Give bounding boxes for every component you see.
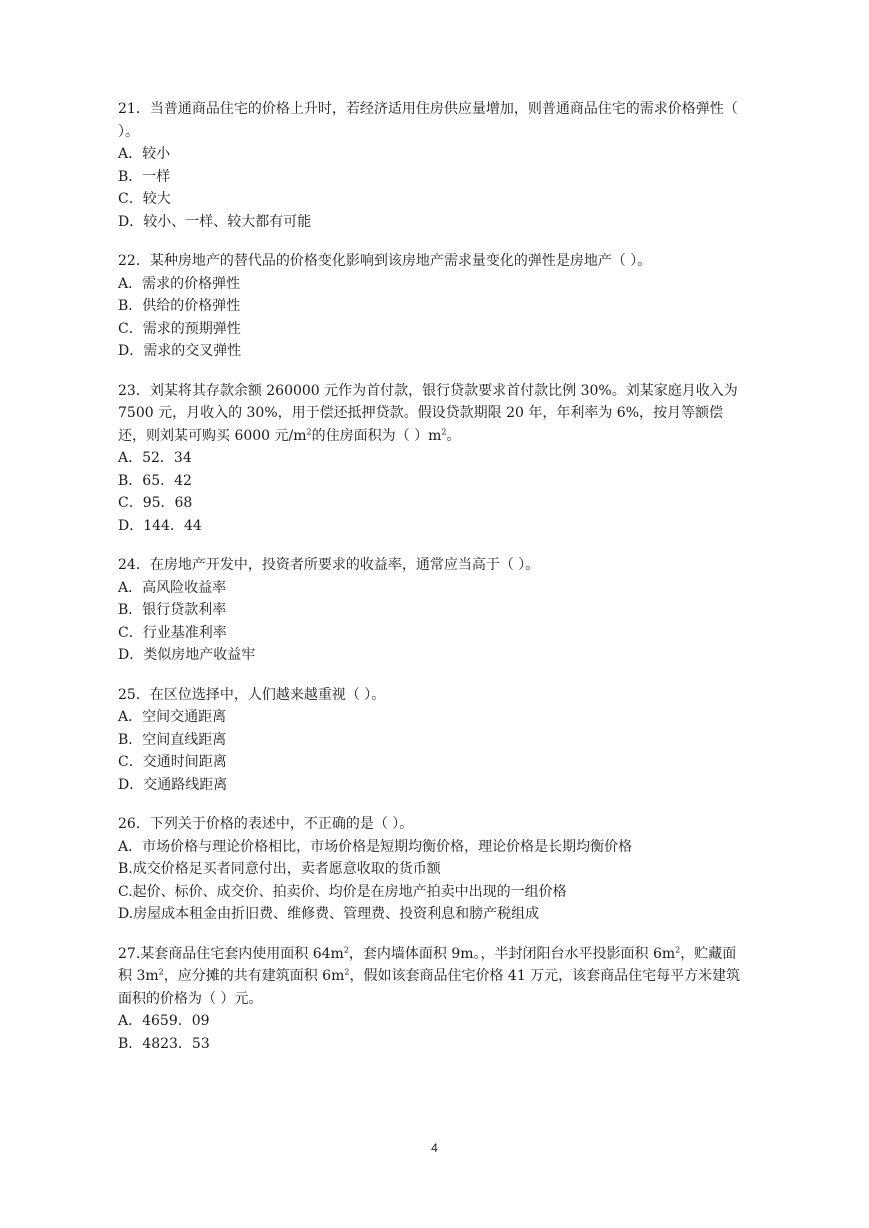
option-a: A．空间交通距离 — [118, 709, 227, 725]
option-a: A．较小 — [118, 146, 171, 162]
option-c: C．交通时间距离 — [118, 754, 227, 770]
question-22 — [118, 250, 750, 363]
option-b: B．4823．53 — [118, 1035, 210, 1052]
question-23 — [118, 380, 750, 538]
question-text — [118, 943, 750, 1011]
option-b: B．空间直线距离 — [118, 731, 227, 748]
question-text: 26．下列关于价格的表述中，不正确的是（ ）。 — [118, 816, 414, 832]
superscript: 2 — [344, 967, 350, 977]
option-a: A．4659．09 — [118, 1013, 210, 1029]
question-text-part: ，贮藏面积 3m — [118, 945, 737, 984]
option-a: A．市场价格与理论价格相比，市场价格是短期均衡价格，理论价格是长期均衡价格 — [118, 838, 633, 855]
question-text-part: 。 — [446, 427, 461, 444]
superscript: 2 — [675, 944, 681, 954]
option-d: D．144．44 — [118, 517, 202, 534]
question-text-part: ，假如该套商品住宅价格 41 万元，该套商品住宅每平方米建筑面积的价格为（ ）元。 — [118, 968, 741, 1007]
question-text-part: ，套内墙体面积 9m。，半封闭阳台水平投影面积 6m — [348, 945, 676, 962]
option-b: B．65．42 — [118, 472, 192, 489]
question-text-part: 的住房面积为（ ）m — [311, 427, 442, 444]
question-text-part: ，应分摊的共有建筑面积 6m — [163, 968, 345, 984]
question-24 — [118, 554, 750, 667]
question-text-part: 23．刘某将其存款余额 260000 元作为首付款，银行贷款要求首付款比例 30%。刘某家庭月收入为 7500 元，月收入的 30%，用于偿还抵押贷款。假设贷款期限 20 年，年利率为 6%，按月等额偿还，则刘某可购买 6000 元/m — [118, 382, 738, 444]
option-a: A．高风险收益率 — [118, 579, 227, 596]
question-text: 25．在区位选择中，人们越来越重视（ ）。 — [118, 686, 386, 703]
option-b: B．供给的价格弹性 — [118, 298, 241, 314]
question-text: 21．当普通商品住宅的价格上升时，若经济适用住房供应量增加，则普通商品住宅的需求价格弹性（ ）。 — [118, 101, 738, 140]
option-d: D．类似房地产收益牢 — [118, 647, 256, 663]
question-text-part: 27.某套商品住宅套内使用面积 64m — [118, 945, 344, 962]
option-b: B．一样 — [118, 168, 171, 185]
option-c: C.起价、标价、成交价、拍卖价、均价是在房地产拍卖中出现的一组价格 — [118, 883, 567, 900]
option-b: B.成交价格足买者同意付出，卖者愿意收取的货币额 — [118, 861, 441, 877]
document-page — [118, 98, 750, 1072]
option-b: B．银行贷款利率 — [118, 602, 227, 618]
option-d: D．交通路线距离 — [118, 776, 228, 793]
question-text — [118, 380, 750, 448]
option-a: A．需求的价格弹性 — [118, 275, 241, 292]
option-a: A．52．34 — [118, 450, 192, 466]
page-number: 4 — [431, 1141, 438, 1155]
option-c: C．需求的预期弹性 — [118, 320, 241, 337]
option-d: D.房屋成本租金由折旧费、维修费、管理费、投资利息和膀产税组成 — [118, 906, 540, 922]
superscript: 2 — [306, 426, 312, 436]
option-c: C．95．68 — [118, 495, 193, 511]
option-d: D．较小、一样、较大都有可能 — [118, 213, 312, 230]
question-27 — [118, 943, 750, 1056]
superscript: 2 — [441, 426, 447, 436]
question-21 — [118, 98, 750, 233]
question-26 — [118, 813, 750, 926]
superscript: 2 — [343, 944, 349, 954]
superscript: 2 — [158, 967, 164, 977]
question-25 — [118, 684, 750, 797]
option-c: C．较大 — [118, 191, 171, 207]
question-text: 22．某种房地产的替代品的价格变化影响到该房地产需求量变化的弹性是房地产（ ）。 — [118, 253, 652, 269]
option-d: D．需求的交叉弹性 — [118, 343, 242, 359]
option-c: C．行业基准利率 — [118, 624, 227, 641]
question-text: 24．在房地产开发中，投资者所要求的收益率，通常应当高于（ ）。 — [118, 557, 540, 573]
